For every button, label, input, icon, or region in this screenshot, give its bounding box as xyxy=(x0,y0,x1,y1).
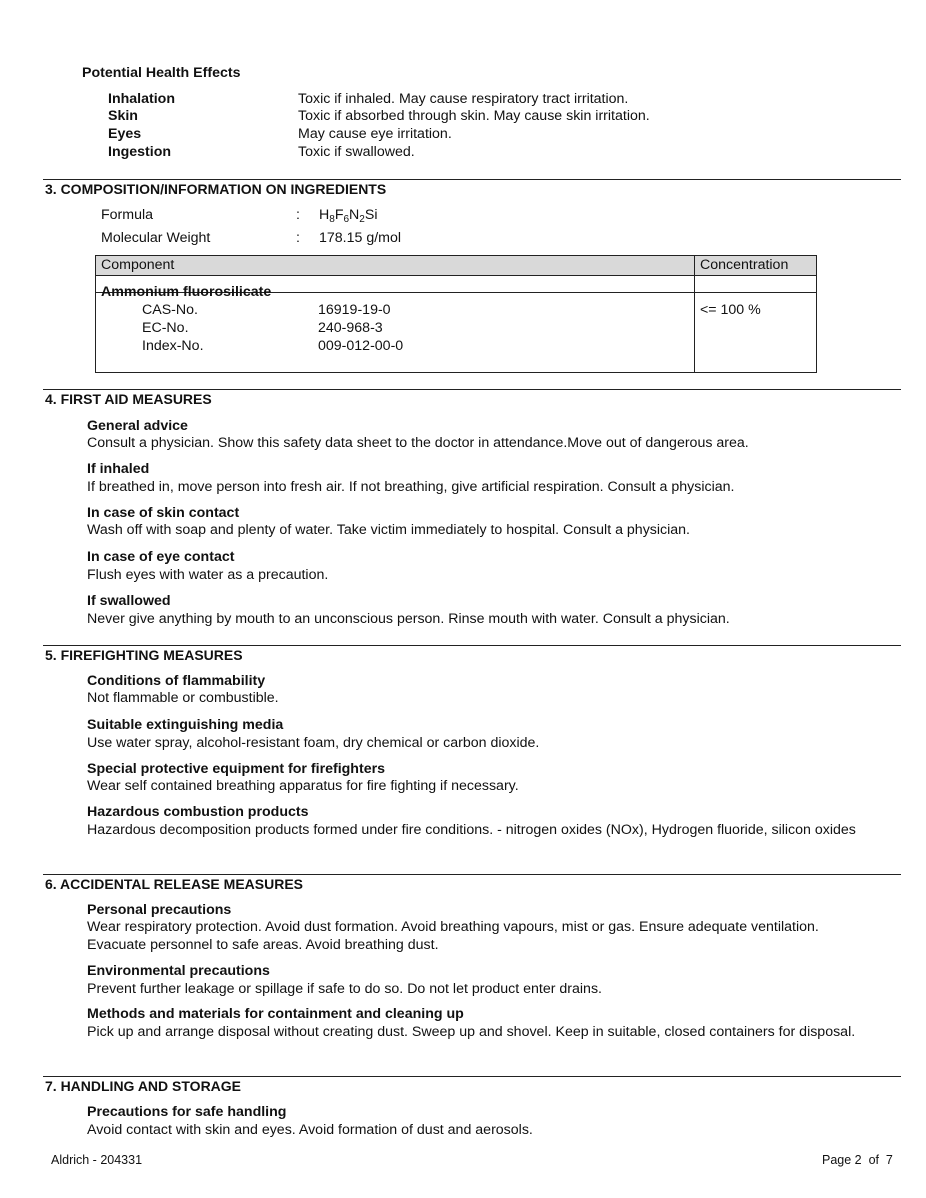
component-name: Ammonium fluorosilicate xyxy=(101,284,272,300)
section-4-title: 4. FIRST AID MEASURES xyxy=(45,391,212,407)
id-label-index: Index-No. xyxy=(142,338,204,354)
section-divider xyxy=(43,179,901,180)
health-text-ingestion: Toxic if swallowed. xyxy=(298,144,415,160)
concentration-value: <= 100 % xyxy=(700,302,761,318)
firefighting-heading: Conditions of flammability xyxy=(87,673,266,689)
section-3-title: 3. COMPOSITION/INFORMATION ON INGREDIENTS xyxy=(45,181,387,197)
formula-colon: : xyxy=(296,207,300,223)
first-aid-text: Never give anything by mouth to an unconscious person. Rinse mouth with water. Consult a physician. xyxy=(87,611,730,627)
first-aid-heading: In case of eye contact xyxy=(87,549,235,565)
first-aid-text: If breathed in, move person into fresh air. If not breathing, give artificial respiration. Consult a physician. xyxy=(87,479,735,495)
release-text: Pick up and arrange disposal without creating dust. Sweep up and shovel. Keep in suitable, closed containers for disposal. xyxy=(87,1024,856,1040)
molecular-weight-colon: : xyxy=(296,230,300,246)
footer-page-number: Page 2 of 7 xyxy=(822,1153,893,1167)
section-divider xyxy=(43,645,901,646)
section-divider xyxy=(43,874,901,875)
first-aid-heading: In case of skin contact xyxy=(87,505,240,521)
handling-text: Avoid contact with skin and eyes. Avoid formation of dust and aerosols. xyxy=(87,1122,533,1138)
id-value-index: 009-012-00-0 xyxy=(318,338,404,354)
id-value-cas: 16919-19-0 xyxy=(318,302,391,318)
footer-product-code: Aldrich - 204331 xyxy=(51,1153,143,1167)
health-label-skin: Skin xyxy=(108,108,138,124)
id-label-ec: EC-No. xyxy=(142,320,189,336)
first-aid-text: Consult a physician. Show this safety data sheet to the doctor in attendance.Move out of dangerous area. xyxy=(87,435,749,451)
header-concentration: Concentration xyxy=(700,257,789,273)
id-label-cas: CAS-No. xyxy=(142,302,198,318)
firefighting-heading: Special protective equipment for firefighters xyxy=(87,761,385,777)
release-heading: Environmental precautions xyxy=(87,963,270,979)
health-label-inhalation: Inhalation xyxy=(108,91,175,107)
section-7-title: 7. HANDLING AND STORAGE xyxy=(45,1078,242,1094)
first-aid-text: Wash off with soap and plenty of water. Take victim immediately to hospital. Consult a physician. xyxy=(87,522,691,538)
first-aid-text: Flush eyes with water as a precaution. xyxy=(87,567,329,583)
health-text-inhalation: Toxic if inhaled. May cause respiratory tract irritation. xyxy=(298,91,629,107)
first-aid-heading: If inhaled xyxy=(87,461,150,477)
release-heading: Personal precautions xyxy=(87,902,232,918)
first-aid-heading: General advice xyxy=(87,418,188,434)
formula-value: $H_8F_6N_2Si$ xyxy=(319,207,378,225)
health-effects-title: Potential Health Effects xyxy=(82,65,241,81)
release-text: Prevent further leakage or spillage if safe to do so. Do not let product enter drains. xyxy=(87,981,602,997)
section-divider xyxy=(43,389,901,390)
ingredients-table xyxy=(95,255,817,373)
release-heading: Methods and materials for containment and cleaning up xyxy=(87,1006,464,1022)
firefighting-text: Wear self contained breathing apparatus for fire fighting if necessary. xyxy=(87,778,519,794)
firefighting-text: Use water spray, alcohol-resistant foam, dry chemical or carbon dioxide. xyxy=(87,735,540,751)
health-label-ingestion: Ingestion xyxy=(108,144,172,160)
formula-label: Formula xyxy=(101,207,154,223)
health-text-eyes: May cause eye irritation. xyxy=(298,126,452,142)
molecular-weight-label: Molecular Weight xyxy=(101,230,211,246)
health-text-skin: Toxic if absorbed through skin. May cause skin irritation. xyxy=(298,108,650,124)
table-column-divider xyxy=(694,256,695,372)
firefighting-text: Not flammable or combustible. xyxy=(87,690,279,706)
section-5-title: 5. FIREFIGHTING MEASURES xyxy=(45,647,243,663)
handling-heading: Precautions for safe handling xyxy=(87,1104,287,1120)
first-aid-heading: If swallowed xyxy=(87,593,171,609)
section-divider xyxy=(43,1076,901,1077)
molecular-weight-value: 178.15 g/mol xyxy=(319,230,402,246)
health-label-eyes: Eyes xyxy=(108,126,142,142)
firefighting-text: Hazardous decomposition products formed under fire conditions. - nitrogen oxides (NOx), Hydrogen fluoride, silicon oxides xyxy=(87,822,856,838)
id-value-ec: 240-968-3 xyxy=(318,320,383,336)
release-text: Wear respiratory protection. Avoid dust formation. Avoid breathing vapours, mist or gas. Ensure adequate ventilation. Evacuate personnel to safe areas. Avoid breathing dust. xyxy=(87,919,819,953)
firefighting-heading: Suitable extinguishing media xyxy=(87,717,284,733)
firefighting-heading: Hazardous combustion products xyxy=(87,804,309,820)
header-component: Component xyxy=(101,257,175,273)
section-6-title: 6. ACCIDENTAL RELEASE MEASURES xyxy=(45,876,303,892)
